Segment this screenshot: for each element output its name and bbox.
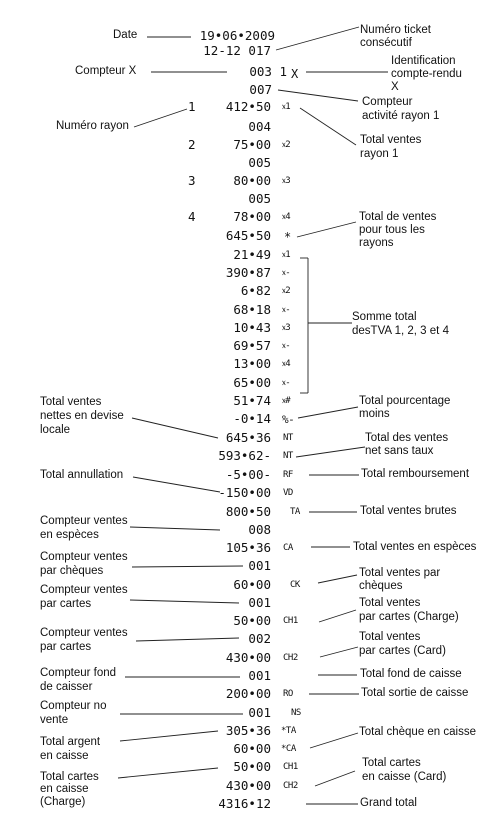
receipt-code: NT <box>283 451 293 461</box>
label-pourcentage-1: Total pourcentage <box>359 395 451 407</box>
receipt-code: CH1 <box>283 616 298 626</box>
receipt-value: 002 <box>248 631 271 646</box>
receipt-code: ᥊# <box>282 396 291 406</box>
label-numero-rayon: Numéro rayon <box>56 120 129 132</box>
receipt-value: 50•00 <box>233 613 271 628</box>
label-ventes-card-2: par cartes (Card) <box>359 645 446 657</box>
receipt-value: 430•00 <box>225 650 271 665</box>
label-sortie-caisse: Total sortie de caisse <box>361 687 469 699</box>
receipt-value: 21•49 <box>233 247 271 262</box>
receipt-value: 6•82 <box>240 283 271 298</box>
receipt-value: 13•00 <box>233 356 271 371</box>
label-ventes-charge-1: Total ventes <box>359 597 421 609</box>
label-sans-taux-1: Total des ventes <box>365 432 449 444</box>
receipt-code: CA <box>283 543 293 553</box>
label-compteur-cartes2-2: par cartes <box>40 641 92 653</box>
label-cheque-caisse: Total chèque en caisse <box>359 726 476 738</box>
receipt-value: 390•87 <box>225 265 271 280</box>
receipt-value: 80•00 <box>233 173 271 188</box>
label-total-argent-1: Total argent <box>40 736 101 748</box>
receipt-code: RO <box>283 689 293 699</box>
receipt-code: %- <box>282 413 295 426</box>
label-ventes-cheques-2: chèques <box>359 580 403 592</box>
receipt-value: 003 1 <box>249 64 287 79</box>
receipt-code: CH1 <box>283 762 298 772</box>
label-pourcentage-2: moins <box>359 408 390 420</box>
receipt-code: RF <box>283 470 293 480</box>
receipt-code: ᥊1 <box>282 250 291 260</box>
label-compteur-cartes-1: Compteur ventes <box>40 584 128 596</box>
label-total-cartes-2: en caisse <box>40 783 89 795</box>
receipt-value: 10•43 <box>233 320 271 335</box>
label-remboursement: Total remboursement <box>361 468 470 480</box>
receipt-value: 75•00 <box>233 137 271 152</box>
receipt-value: 69•57 <box>233 338 271 353</box>
receipt-value: 65•00 <box>233 375 271 390</box>
receipt-value: -0•14 <box>233 411 271 426</box>
label-ident-2: compte-rendu <box>391 68 462 80</box>
label-compteur-x: Compteur X <box>75 65 137 77</box>
label-ventes-especes: Total ventes en espèces <box>353 541 477 553</box>
label-sans-taux-2: net sans taux <box>365 445 434 457</box>
rayon-number: 2 <box>188 137 196 152</box>
label-compteur-no-vente-2: vente <box>40 714 69 726</box>
label-compteur-especes-2: en espèces <box>40 529 99 541</box>
label-compteur-fond-2: de caisser <box>40 681 93 693</box>
receipt-value: 412•50 <box>225 99 271 114</box>
receipt-value: 001 <box>248 668 271 683</box>
rayon-number: 1 <box>188 99 196 114</box>
label-ventes-brutes: Total ventes brutes <box>360 505 457 517</box>
label-compteur-cartes2-1: Compteur ventes <box>40 627 128 639</box>
receipt-code: ᥊2 <box>282 140 291 150</box>
receipt-value: 60•00 <box>233 741 271 756</box>
receipt-code: ᥊2 <box>282 286 291 296</box>
receipt-value: 4316•12 <box>218 796 271 811</box>
receipt-code: X <box>291 67 298 81</box>
receipt-value: 50•00 <box>233 759 271 774</box>
receipt-code: ᥊4 <box>282 359 291 369</box>
receipt-value: 305•36 <box>225 723 271 738</box>
receipt-code: *TA <box>281 726 296 736</box>
receipt-code: TA <box>290 507 300 517</box>
receipt-value: 800•50 <box>225 504 271 519</box>
label-total-tous-rayons-1: Total de ventes <box>359 211 437 223</box>
label-compteur-cartes-2: par cartes <box>40 598 92 610</box>
rayon-number: 4 <box>188 209 196 224</box>
label-total-tous-rayons-3: rayons <box>359 237 394 249</box>
receipt-value: 593•62- <box>218 448 271 463</box>
receipt-code: NS <box>291 708 301 718</box>
label-grand-total: Grand total <box>360 797 417 809</box>
receipt-value: 005 <box>248 191 271 206</box>
receipt-value: 51•74 <box>233 393 271 408</box>
receipt-value: 200•00 <box>225 686 271 701</box>
label-compteur-activite-1: Compteur <box>362 96 413 108</box>
label-somme-tva-1: Somme total <box>352 311 417 323</box>
receipt-code: ᥊1 <box>282 102 291 112</box>
receipt-value: 430•00 <box>225 778 271 793</box>
label-compteur-cheques-1: Compteur ventes <box>40 551 128 563</box>
label-total-argent-2: en caisse <box>40 750 89 762</box>
receipt-value: 005 <box>248 155 271 170</box>
label-numero-ticket-1: Numéro ticket <box>360 24 431 36</box>
receipt-code: ᥊- <box>282 268 291 278</box>
receipt-code: CH2 <box>283 653 298 663</box>
receipt-code: ᥊3 <box>282 176 291 186</box>
label-total-ventes-nettes-2: nettes en devise <box>40 410 124 422</box>
receipt-code: ᥊- <box>282 378 291 388</box>
label-total-annulation: Total annullation <box>40 469 124 481</box>
receipt-value: 12-12 017 <box>203 43 271 58</box>
receipt-code: CH2 <box>283 781 298 791</box>
label-ventes-charge-2: par cartes (Charge) <box>359 611 459 623</box>
label-total-ventes-rayon-1: Total ventes <box>360 134 422 146</box>
receipt-value: 004 <box>248 119 271 134</box>
rayon-number: 3 <box>188 173 196 188</box>
label-ident-3: X <box>391 81 399 93</box>
label-compteur-especes-1: Compteur ventes <box>40 515 128 527</box>
receipt-value: 001 <box>248 705 271 720</box>
receipt-value: 001 <box>248 558 271 573</box>
label-total-cartes-3: (Charge) <box>40 796 86 808</box>
label-compteur-no-vente-1: Compteur no <box>40 700 107 712</box>
receipt-code: ᥊3 <box>282 323 291 333</box>
receipt-value: 105•36 <box>225 540 271 555</box>
label-cartes-card-2: en caisse (Card) <box>362 771 447 783</box>
receipt-code: * <box>284 230 291 244</box>
receipt-value: 007 <box>249 82 272 97</box>
label-ventes-cheques-1: Total ventes par <box>359 567 441 579</box>
receipt-value: 645•50 <box>225 228 271 243</box>
label-total-ventes-nettes-1: Total ventes <box>40 396 102 408</box>
receipt-code: VD <box>283 488 293 498</box>
label-somme-tva-2: desTVA 1, 2, 3 et 4 <box>352 325 449 337</box>
receipt-code: ᥊- <box>282 341 291 351</box>
label-fond-caisse: Total fond de caisse <box>360 668 462 680</box>
receipt-value: -150•00 <box>218 485 271 500</box>
label-ventes-card-1: Total ventes <box>359 631 421 643</box>
receipt-code: NT <box>283 433 293 443</box>
label-total-tous-rayons-2: pour tous les <box>359 224 425 236</box>
label-cartes-card-1: Total cartes <box>362 757 421 769</box>
receipt-value: 008 <box>248 522 271 537</box>
label-compteur-fond-1: Compteur fond <box>40 667 117 679</box>
receipt-value: -5•00- <box>225 467 271 482</box>
receipt-value: 68•18 <box>233 302 271 317</box>
label-compteur-cheques-2: par chèques <box>40 565 104 577</box>
receipt-value: 78•00 <box>233 209 271 224</box>
receipt-code: ᥊- <box>282 305 291 315</box>
receipt-value: 60•00 <box>233 577 271 592</box>
label-compteur-activite-2: activité rayon 1 <box>362 110 440 122</box>
label-total-ventes-rayon-2: rayon 1 <box>360 148 399 160</box>
receipt-code: CK <box>290 580 300 590</box>
receipt-value: 645•36 <box>225 430 271 445</box>
receipt-code: ᥊4 <box>282 212 291 222</box>
receipt-value: 001 <box>248 595 271 610</box>
label-date: Date <box>113 29 138 41</box>
label-numero-ticket-2: consécutif <box>360 37 412 49</box>
label-total-cartes-1: Total cartes <box>40 771 99 783</box>
label-ident-1: Identification <box>391 55 456 67</box>
receipt-code: *CA <box>281 744 296 754</box>
label-total-ventes-nettes-3: locale <box>40 424 71 436</box>
receipt-value: 19•06•2009 <box>199 28 275 43</box>
